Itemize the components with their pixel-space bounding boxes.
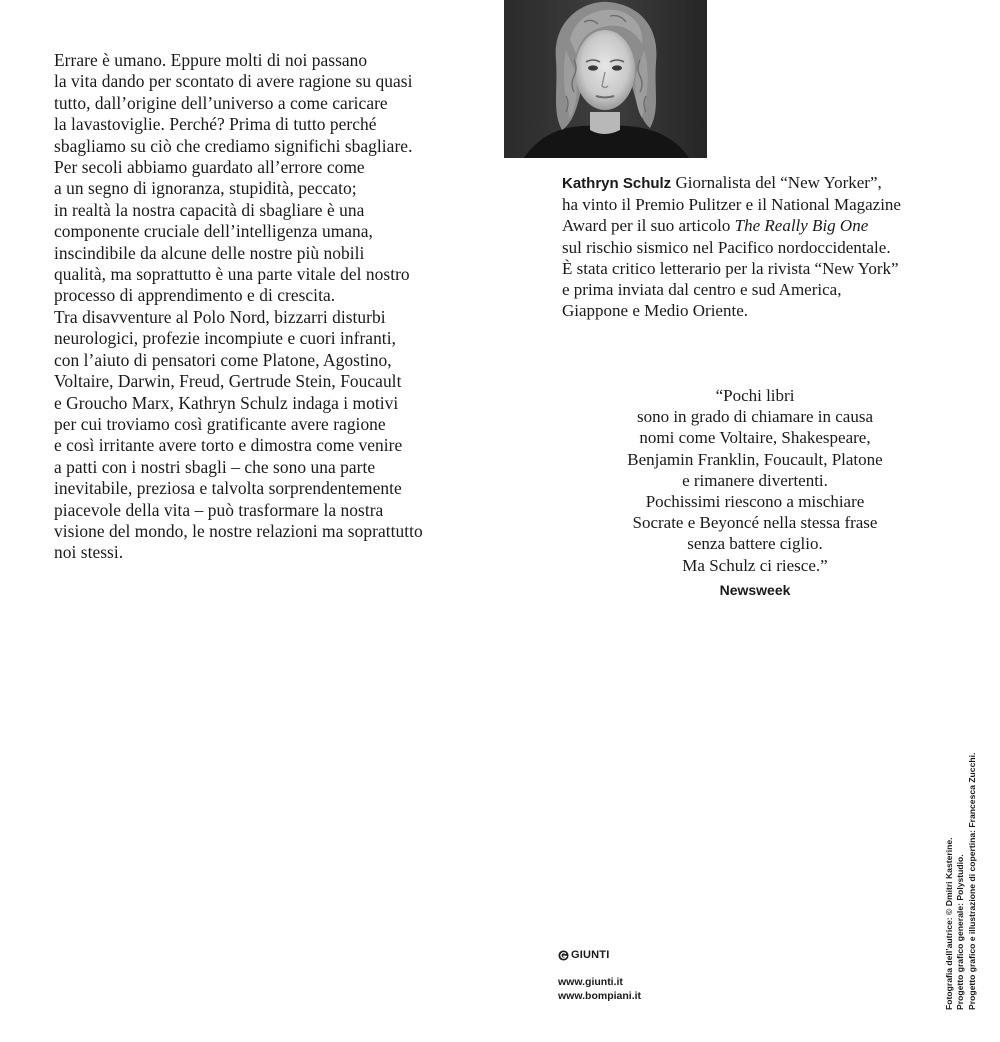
blurb-line: Per secoli abbiamo guardato all’errore come <box>54 157 365 178</box>
blurb-line: qualità, ma soprattutto è una parte vitale del nostro <box>54 264 410 285</box>
blurb-line: a un segno di ignoranza, stupidità, peccato; <box>54 178 357 199</box>
blurb-line: Errare è umano. Eppure molti di noi passano <box>54 50 368 70</box>
quote-source: Newsweek <box>719 581 791 598</box>
blurb-line: con l’aiuto di pensatori come Platone, Agostino, <box>54 349 392 370</box>
blurb-line: neurologici, profezie incompiute e cuori infranti, <box>54 328 396 349</box>
publisher-name: GIUNTI <box>571 949 610 961</box>
article-title: The Really Big One <box>734 216 869 236</box>
author-name: Kathryn Schulz <box>562 175 672 192</box>
bio-line <box>562 172 982 194</box>
blurb-line: e così irritante avere torto e dimostra come venire <box>54 435 403 456</box>
blurb-line: visione del mondo, le nostre relazioni ma soprattutto <box>54 520 423 541</box>
quote-line: e rimanere divertenti. <box>682 470 828 490</box>
blurb-line: noi stessi. <box>54 542 124 563</box>
blurb-line: la vita dando per scontato di avere ragione su quasi <box>54 71 413 92</box>
blurb-line: a patti con i nostri sbagli – che sono una parte <box>54 456 376 477</box>
blurb-line: processo di apprendimento e di crescita. <box>54 285 336 306</box>
blurb-line: Tra disavventure al Polo Nord, bizzarri disturbi <box>54 306 386 327</box>
bio-text: Award per il suo articolo <box>562 216 735 236</box>
quote-line: sono in grado di chiamare in causa <box>636 407 874 427</box>
blurb-text <box>54 50 454 564</box>
credit-line: Progetto grafico e illustrazione di copertina: Francesca Zucchi. <box>966 752 977 1010</box>
bio-line: ha vinto il Premio Pulitzer e il National Magazine <box>562 195 901 215</box>
author-photo <box>504 0 707 158</box>
quote-line: “Pochi libri <box>715 386 795 405</box>
bio-line: sul rischio sismico nel Pacifico nordoccidentale. <box>562 237 891 257</box>
author-bio <box>562 172 982 321</box>
blurb-line: per cui troviamo così gratificante avere ragione <box>54 413 386 434</box>
bio-line: È stata critico letterario per la rivista “New York” <box>562 258 899 278</box>
blurb-line: componente cruciale dell’intelligenza umana, <box>54 221 373 242</box>
author-portrait-image <box>504 0 707 158</box>
blurb-line: inevitabile, preziosa e talvolta sorprendentemente <box>54 478 402 499</box>
blurb-line: in realtà la nostra capacità di sbagliare è una <box>54 199 365 220</box>
quote-line: senza battere ciglio. <box>687 534 823 554</box>
giunti-logo-icon <box>558 950 569 961</box>
credit-line: Fotografia dell’autrice: © Dmitri Kasterine. <box>944 837 954 1010</box>
publisher-logo <box>558 949 641 961</box>
blurb-line: la lavastoviglie. Perché? Prima di tutto perché <box>54 114 377 135</box>
blurb-line: piacevole della vita – può trasformare la nostra <box>54 499 384 520</box>
giunti-url[interactable]: www.giunti.it <box>558 976 623 988</box>
bio-line: Giappone e Medio Oriente. <box>562 301 748 321</box>
blurb-line: sbagliamo su ciò che crediamo significhi sbagliare. <box>54 135 413 156</box>
bompiani-url[interactable]: www.bompiani.it <box>558 990 642 1002</box>
press-quote <box>560 385 950 601</box>
quote-line: Benjamin Franklin, Foucault, Platone <box>627 449 883 469</box>
blurb-line: e Groucho Marx, Kathryn Schulz indaga i motivi <box>54 392 399 413</box>
quote-line: Ma Schulz ci riesce.” <box>682 555 828 575</box>
bio-line: e prima inviata dal centro e sud America, <box>562 280 842 300</box>
quote-line: Pochissimi riescono a mischiare <box>645 492 865 512</box>
cover-credits <box>944 750 978 1010</box>
publisher-urls <box>558 975 641 1003</box>
quote-line: Socrate e Beyoncé nella stessa frase <box>632 513 878 533</box>
blurb-line: inscindibile da alcune delle nostre più nobili <box>54 242 365 263</box>
credit-line: Progetto grafico generale: Polystudio. <box>955 854 966 1010</box>
blurb-line: tutto, dall’origine dell’universo a come caricare <box>54 92 388 113</box>
quote-line: nomi come Voltaire, Shakespeare, <box>639 428 871 448</box>
publisher-block <box>558 949 641 1003</box>
bio-text: Giornalista del “New Yorker”, <box>671 173 882 192</box>
blurb-line: Voltaire, Darwin, Freud, Gertrude Stein, Foucault <box>54 371 402 392</box>
bio-line <box>562 215 982 236</box>
